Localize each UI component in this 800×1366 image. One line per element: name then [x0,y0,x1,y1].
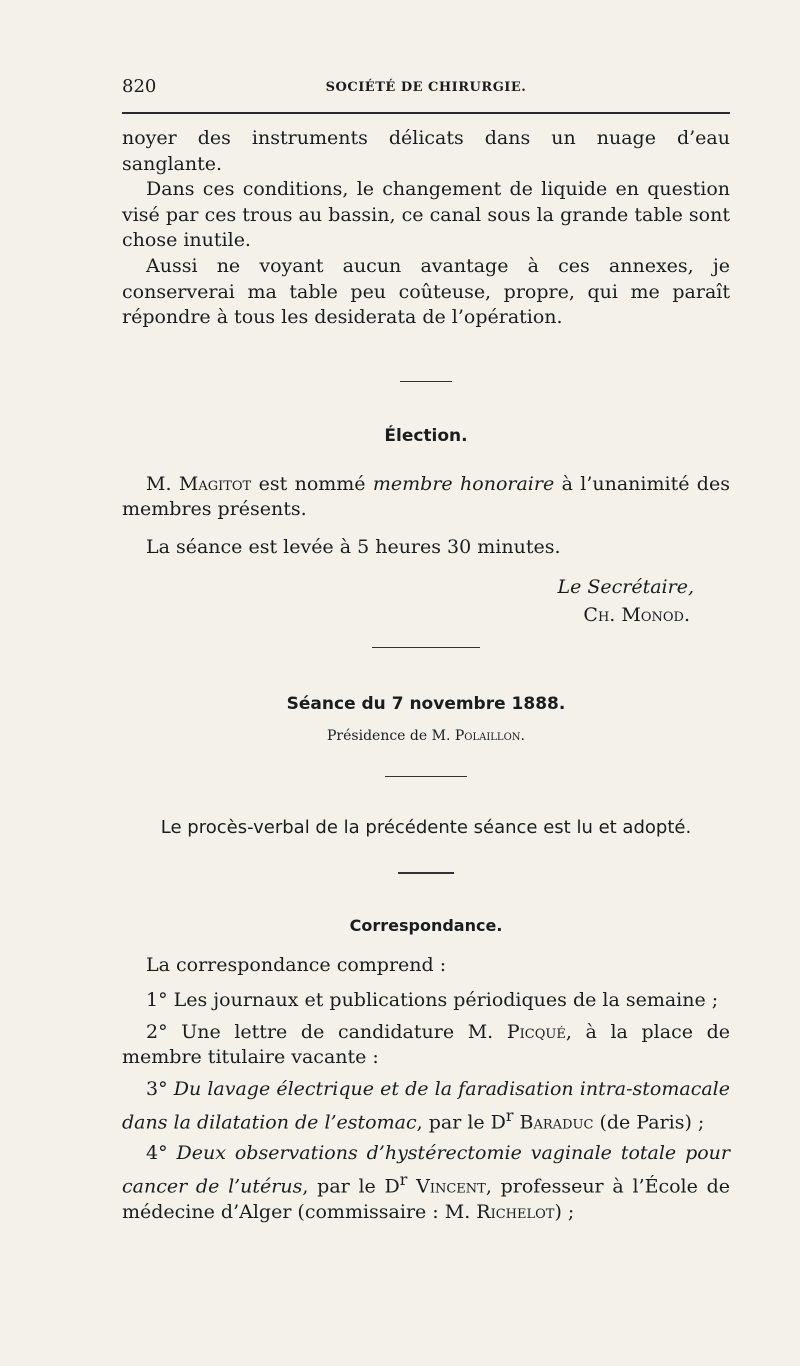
item2-after: , à la place de membre titulaire vacante : [122,1020,730,1069]
section-separator [385,776,467,777]
correspondance-item-3 [122,1077,730,1136]
section-separator [400,381,452,382]
correspondance-item-4 [122,1141,730,1225]
election-text-after: à l’unanimité des membres présents. [122,472,730,521]
item4-name: Vincent [416,1175,486,1198]
item2-name: Picqué [506,1020,566,1043]
item3-par: , par le D [416,1110,506,1133]
signature-name: Monod. [621,603,690,626]
signature-block [122,573,730,629]
page-header [122,76,730,102]
item4-number: 4° [146,1142,168,1165]
intro-paragraph-2: Dans ces conditions, le changement de liquide en question visé par ces trous au bassin, ce canal sous la grande table sont chose inutile. [122,178,730,252]
item3-number: 3° [146,1077,168,1100]
election-m: M. [146,472,172,495]
page-body [122,126,730,1226]
election-paragraph [122,472,730,523]
item4-sup: r [399,1170,408,1190]
item3-title: Du lavage électrique et de la faradisation intra-stomacale dans la dilatation de l’estomac [122,1077,731,1133]
signature-title: Le Secrétaire, [557,575,694,598]
proces-verbal: Le procès-verbal de la précédente séance est lu et adopté. [160,816,692,838]
presidence-prefix: Présidence de M. [327,727,451,744]
correspondance-item-1: 1° Les journaux et publications périodiques de la semaine ; [146,989,719,1012]
seance-title: Séance du 7 novembre 1888. [286,693,566,714]
header-rule [122,112,730,114]
item3-name: Baraduc [519,1110,594,1133]
correspondance-intro: La correspondance comprend : [146,953,447,976]
item4-commissioner: Richelot [476,1200,555,1223]
running-title: SOCIÉTÉ DE CHIRURGIE. [325,80,527,95]
presidence-line [122,728,730,744]
election-heading: Élection. [384,425,468,446]
page-number: 820 [122,76,157,97]
correspondance-heading: Correspondance. [349,915,503,935]
intro-paragraph-3: Aussi ne voyant aucun avantage à ces annexes, je conserverai ma table peu coûteuse, propre, qui me paraît répondre à tous les desiderata de l’opération. [122,254,730,329]
intro-continuation: noyer des instruments délicats dans un nuage d’eau sanglante. [122,127,730,175]
item3-after: (de Paris) ; [593,1110,705,1133]
item2-before: 2° Une lettre de candidature M. [146,1020,494,1043]
closing-paragraph: La séance est levée à 5 heures 30 minutes. [146,535,561,558]
item4-title: Deux observations d’hystérectomie vaginale totale pour cancer de l’utérus [122,1142,731,1198]
election-text-before: est nommé [258,472,366,495]
item4-end: ) ; [554,1200,575,1223]
section-separator [398,872,454,874]
item4-par: , par le D [302,1175,400,1198]
section-separator [372,647,480,648]
signature-line [122,601,730,629]
correspondance-item-2 [122,1020,730,1071]
item4-mid: , professeur à l’École de médecine d’Alger (commissaire : M. [122,1175,730,1223]
item3-sup: r [505,1105,514,1125]
signature-initial: Ch. [583,603,616,626]
member-role: membre honoraire [372,472,555,495]
president-name: Polaillon. [454,727,525,744]
member-name: Magitot [178,472,252,495]
